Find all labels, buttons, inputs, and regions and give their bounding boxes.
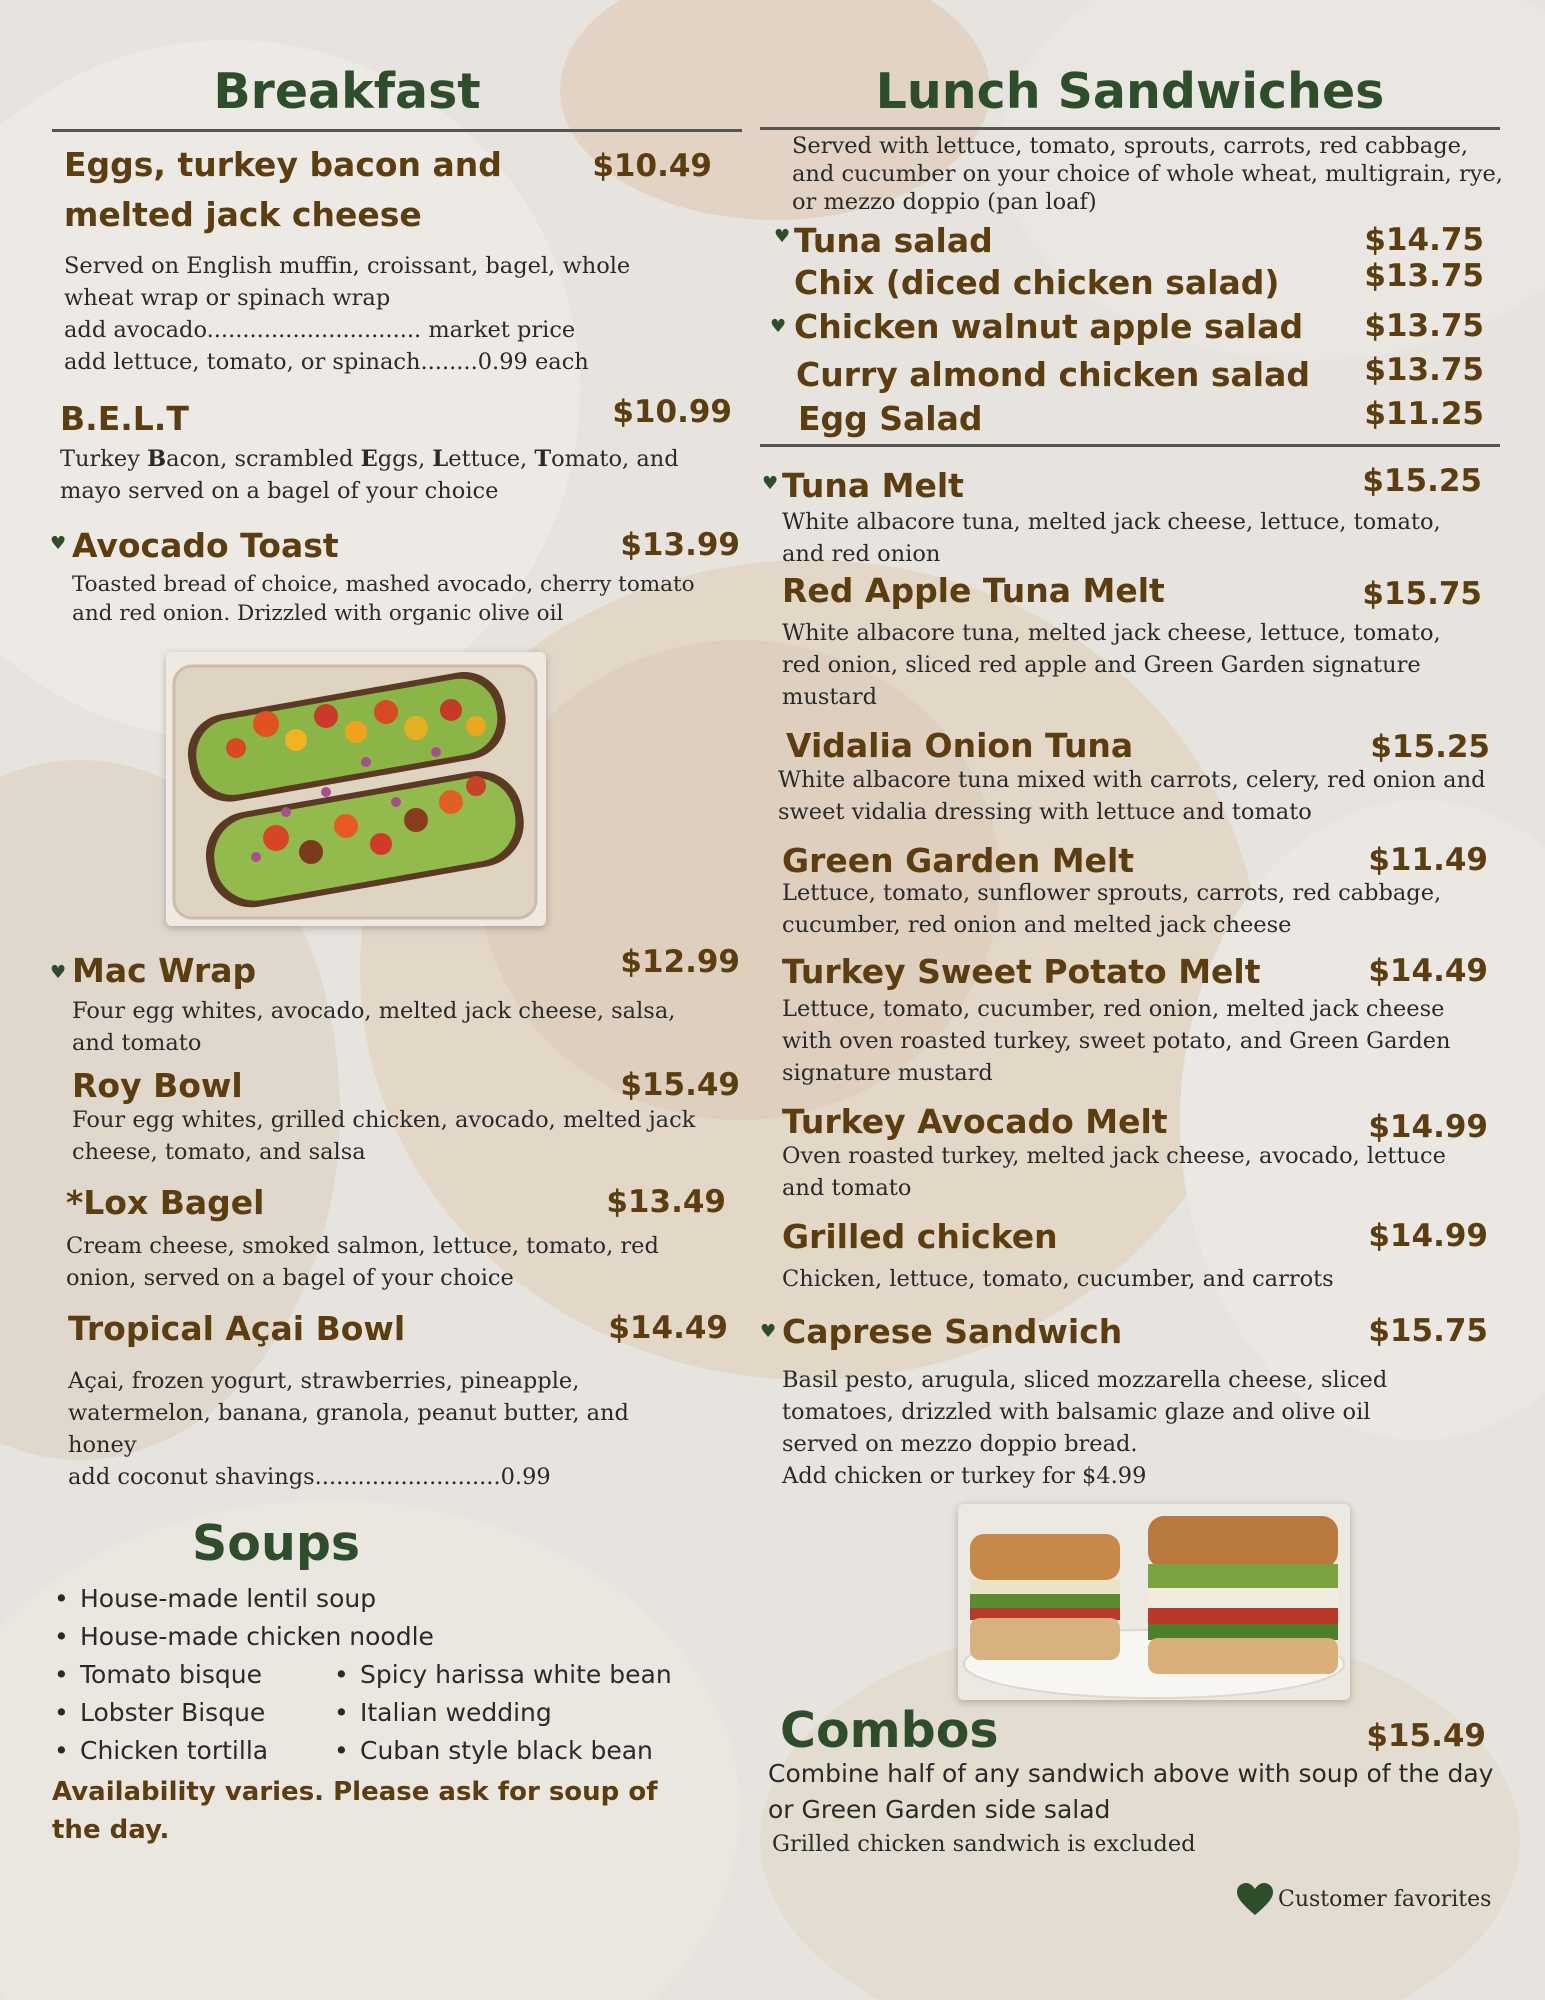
soups-availability-note: Availability varies. Please ask for soup of the day. xyxy=(52,1777,658,1846)
item-name: Grilled chicken xyxy=(782,1217,1058,1257)
menu-item-lox-bagel xyxy=(66,1182,726,1295)
item-price: $13.75 xyxy=(1364,308,1484,344)
item-price: $15.25 xyxy=(1370,728,1490,765)
heart-icon xyxy=(1236,1882,1274,1916)
menu-item-turkey-sweet-potato-melt xyxy=(782,951,1488,1090)
desc-part: Turkey xyxy=(60,445,148,472)
item-name: Eggs, turkey bacon and xyxy=(64,145,502,184)
favorite-heart-icon: ♥ xyxy=(774,226,791,247)
item-name: *Lox Bagel xyxy=(66,1182,265,1222)
item-name: Green Garden Melt xyxy=(782,840,1135,880)
item-price: $14.49 xyxy=(1368,952,1488,989)
item-description: White albacore tuna, melted jack cheese, lettuce, tomato, red onion, sliced red apple and Green Garden signature mustard xyxy=(782,619,1441,710)
item-name: Turkey Sweet Potato Melt xyxy=(782,951,1261,991)
item-price: $13.75 xyxy=(1364,352,1484,388)
item-description: Four egg whites, avocado, melted jack cheese, salsa, and tomato xyxy=(72,997,676,1056)
item-price: $14.75 xyxy=(1364,222,1484,258)
soup-item: • House-made lentil soup xyxy=(52,1581,732,1617)
item-price: $13.49 xyxy=(606,1183,726,1220)
lunch-divider-top xyxy=(760,127,1500,130)
soups-title: Soups xyxy=(192,1515,361,1573)
item-name: Chix (diced chicken salad) xyxy=(794,263,1280,302)
caprese-sandwich-image xyxy=(958,1504,1350,1700)
desc-initial: T xyxy=(534,445,552,472)
item-name-cont: melted jack cheese xyxy=(64,195,422,234)
menu-item-acai-bowl xyxy=(68,1308,728,1493)
avocado-toast-image xyxy=(166,652,546,926)
menu-item-eggs xyxy=(64,140,732,378)
item-name: Mac Wrap xyxy=(72,950,257,990)
item-price: $15.49 xyxy=(620,1066,740,1103)
item-name: Chicken walnut apple salad xyxy=(794,307,1304,346)
item-extra-coconut: add coconut shavings..........................0.99 xyxy=(68,1464,551,1491)
desc-part: acon, scrambled xyxy=(166,445,361,472)
item-extra-avocado: add avocado.............................. market price xyxy=(64,317,576,343)
soups-list xyxy=(52,1581,744,1769)
item-name: Egg Salad xyxy=(798,399,983,438)
combos-note: Grilled chicken sandwich is excluded xyxy=(772,1831,1196,1858)
favorite-heart-icon: ♥ xyxy=(760,1321,777,1343)
item-name: Red Apple Tuna Melt xyxy=(782,570,1165,610)
item-name: Vidalia Onion Tuna xyxy=(786,725,1134,765)
combos-section xyxy=(780,1704,1486,1758)
item-description: Lettuce, tomato, cucumber, red onion, melted jack cheese with oven roasted turkey, sweet potato, and Green Garden signature mustard xyxy=(782,996,1451,1087)
item-price: $12.99 xyxy=(620,943,740,980)
item-name: Tropical Açai Bowl xyxy=(68,1309,406,1349)
item-price: $11.49 xyxy=(1368,841,1488,878)
item-description: White albacore tuna mixed with carrots, celery, red onion and sweet vidalia dressing with lettuce and tomato xyxy=(778,766,1486,825)
desc-initial: E xyxy=(360,445,378,472)
item-description: Lettuce, tomato, sunflower sprouts, carrots, red cabbage, cucumber, red onion and melted jack cheese xyxy=(782,879,1442,938)
desc-initial: B xyxy=(147,445,167,472)
favorites-legend-label: Customer favorites xyxy=(1278,1886,1492,1912)
item-price: $14.99 xyxy=(1368,1109,1488,1146)
menu-item-vidalia-onion-tuna xyxy=(778,725,1490,828)
favorites-legend xyxy=(1236,1882,1504,1916)
item-price: $11.25 xyxy=(1364,396,1484,432)
item-price: $15.25 xyxy=(1362,463,1482,499)
desc-part: ggs, xyxy=(377,445,433,472)
lunch-title: Lunch Sandwiches xyxy=(875,63,1385,120)
menu-item-grilled-chicken xyxy=(782,1216,1488,1295)
item-description: Served on English muffin, croissant, bagel, whole wheat wrap or spinach wrap xyxy=(64,253,631,311)
menu-item-belt xyxy=(60,394,740,507)
item-name: B.E.L.T xyxy=(60,399,189,438)
item-name: Caprese Sandwich xyxy=(782,1312,1123,1352)
favorite-heart-icon: ♥ xyxy=(50,961,67,983)
soup-item: • Cuban style black bean xyxy=(332,1733,732,1769)
item-description: Basil pesto, arugula, sliced mozzarella cheese, sliced tomatoes, drizzled with balsamic glaze and olive oil served on mezzo doppio bread. xyxy=(782,1367,1388,1458)
menu-item-red-apple-tuna-melt xyxy=(782,570,1482,713)
menu-item-roy-bowl xyxy=(72,1065,740,1168)
combos-description: Combine half of any sandwich above with soup of the day or Green Garden side salad xyxy=(768,1759,1494,1825)
soup-item: • Italian wedding xyxy=(332,1695,732,1731)
item-name: Tuna Melt xyxy=(782,466,964,505)
item-price: $13.99 xyxy=(620,526,740,563)
salad-item-chix xyxy=(794,258,1484,306)
item-price: $14.99 xyxy=(1368,1218,1488,1255)
menu-item-tuna-melt xyxy=(762,463,1482,570)
lunch-divider-salads xyxy=(760,444,1500,447)
lunch-column xyxy=(760,55,1504,1916)
item-name: Tuna salad xyxy=(794,221,993,260)
item-description xyxy=(60,443,740,507)
soup-item: • Spicy harissa white bean xyxy=(332,1657,732,1693)
item-description: Chicken, lettuce, tomato, cucumber, and carrots xyxy=(782,1266,1334,1293)
menu-item-turkey-avocado-melt xyxy=(782,1101,1488,1204)
item-price: $15.75 xyxy=(1362,575,1482,612)
breakfast-column xyxy=(52,55,744,1849)
combos-price: $15.49 xyxy=(1366,1718,1486,1755)
desc-part: omato, and mayo served on a bagel of your choice xyxy=(60,445,679,504)
desc-part: ettuce, xyxy=(448,445,535,472)
menu-item-avocado-toast xyxy=(50,525,740,628)
item-price: $15.75 xyxy=(1368,1313,1488,1350)
favorite-heart-icon: ♥ xyxy=(50,532,67,554)
item-description: Oven roasted turkey, melted jack cheese, avocado, lettuce and tomato xyxy=(782,1143,1446,1202)
menu-item-mac-wrap xyxy=(50,943,740,1059)
desc-initial: L xyxy=(432,445,449,472)
avocado-toast-photo xyxy=(166,652,546,926)
combos-title: Combos xyxy=(780,1702,999,1760)
item-extra-add-protein: Add chicken or turkey for $4.99 xyxy=(782,1463,1147,1490)
item-name: Curry almond chicken salad xyxy=(796,355,1310,394)
lunch-intro: Served with lettuce, tomato, sprouts, carrots, red cabbage, and cucumber on your choice of whole wheat, multigrain, rye, or mezzo doppio (pan loaf) xyxy=(792,133,1503,215)
item-description: Four egg whites, grilled chicken, avocado, melted jack cheese, tomato, and salsa xyxy=(72,1106,696,1165)
menu-item-caprese-sandwich xyxy=(760,1311,1488,1492)
caprese-sandwich-photo xyxy=(958,1504,1350,1700)
item-extra-lettuce: add lettuce, tomato, or spinach........0.99 each xyxy=(64,349,589,375)
soup-item: • Tomato bisque xyxy=(52,1657,332,1693)
item-name: Turkey Avocado Melt xyxy=(782,1102,1168,1142)
item-price: $10.49 xyxy=(592,148,712,184)
item-description: Cream cheese, smoked salmon, lettuce, tomato, red onion, served on a bagel of your choice xyxy=(66,1233,659,1292)
soup-item: • House-made chicken noodle xyxy=(52,1619,732,1655)
item-name: Roy Bowl xyxy=(72,1065,243,1105)
favorite-heart-icon: ♥ xyxy=(762,473,779,494)
breakfast-title: Breakfast xyxy=(213,63,481,120)
item-description: Açai, frozen yogurt, strawberries, pineapple, watermelon, banana, granola, peanut butter, and honey xyxy=(68,1368,629,1459)
salad-item-curry-almond xyxy=(796,354,1484,398)
soup-item: • Lobster Bisque xyxy=(52,1695,332,1731)
menu-item-green-garden-melt xyxy=(782,840,1488,941)
item-description: Toasted bread of choice, mashed avocado, cherry tomato and red onion. Drizzled with organic olive oil xyxy=(72,571,695,626)
item-price: $14.49 xyxy=(608,1310,728,1347)
item-price: $10.99 xyxy=(612,394,732,430)
item-description: White albacore tuna, melted jack cheese, lettuce, tomato, and red onion xyxy=(782,508,1441,567)
salad-item-egg xyxy=(798,398,1484,442)
salad-list xyxy=(760,220,1504,442)
breakfast-divider xyxy=(52,129,742,132)
soup-item: • Chicken tortilla xyxy=(52,1733,332,1769)
favorite-heart-icon: ♥ xyxy=(770,316,787,337)
salad-item-chicken-walnut xyxy=(770,306,1484,354)
item-price: $13.75 xyxy=(1364,258,1484,294)
item-name: Avocado Toast xyxy=(72,525,339,565)
